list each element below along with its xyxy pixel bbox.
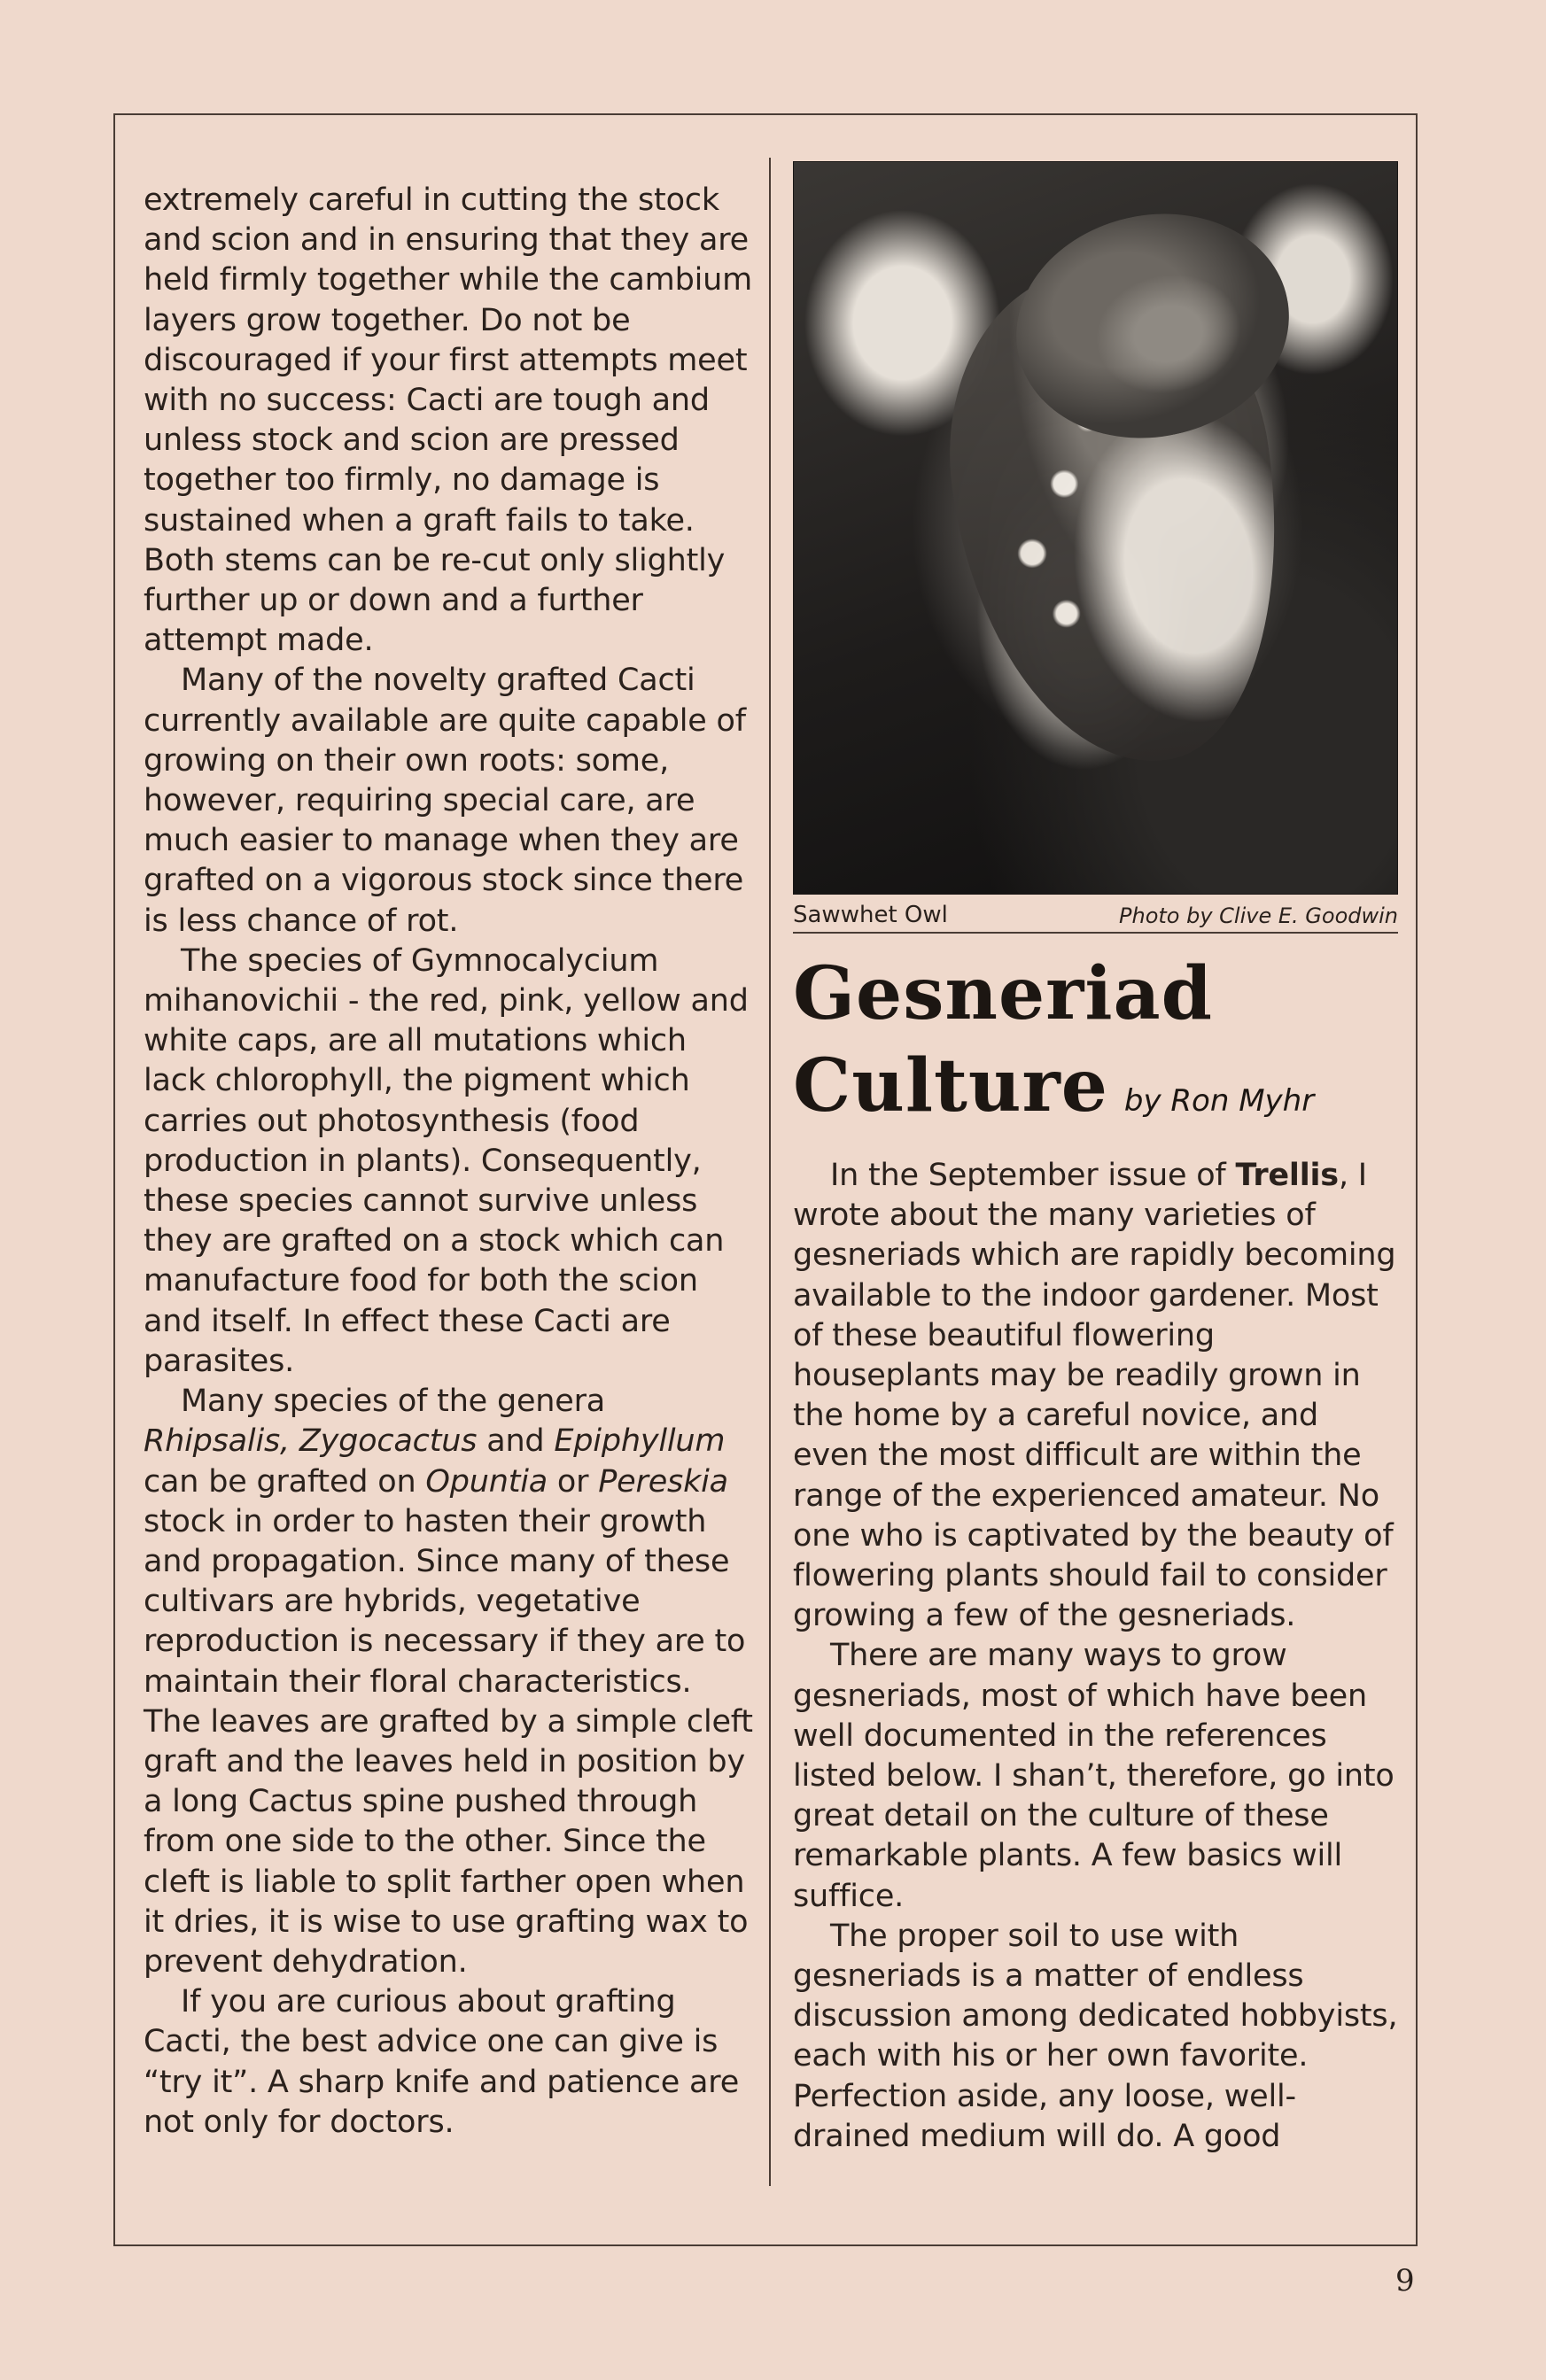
left-column	[144, 181, 755, 2143]
article-body	[793, 1156, 1400, 2157]
title-line-2-row	[793, 1040, 1400, 1147]
right-column	[793, 161, 1400, 2157]
caption-title: Sawwhet Owl	[793, 902, 948, 928]
title-line-1: Gesneriad	[793, 951, 1213, 1036]
left-paragraph-5: If you are curious about grafting Cacti, the best advice one can give is “try it”. A sharp knife and patience are not only for doctors.	[144, 1984, 740, 2140]
byline: by Ron Myhr	[1123, 1083, 1315, 1119]
title-line-2: Culture	[793, 1043, 1108, 1128]
article-paragraph-1: In the September issue of Trellis, I wrote about the many varieties of gesneriads which are rapidly becoming available to the indoor gardener. Most of these beautiful flowering houseplants may be readily grown in the home by a careful novice, and even the most difficult are within the range of the experienced amateur. No one who is captivated by the beauty of flowering plants should fail to consider growing a few of the gesneriads.	[793, 1158, 1396, 1634]
photo-credit: Photo by Clive E. Goodwin	[1119, 903, 1398, 928]
left-paragraph-4: Many species of the genera Rhipsalis, Zygocactus and Epiphyllum can be grafted on Opuntia or Pereskia stock in order to hasten their growth and propagation. Since many of these cultivars are hybrids, vegetative reproduction is necessary if they are to maintain their floral characteristics. The leaves are grafted by a simple cleft graft and the leaves held in position by a long Cactus spine pushed through from one side to the other. Since the cleft is liable to split farther open when it dries, it is wise to use grafting wax to prevent dehydration.	[144, 1384, 753, 1980]
article-paragraph-2: There are many ways to grow gesneriads, most of which have been well documented in the references listed below. I shan’t, therefore, go into great detail on the culture of these remarkable plants. A few basics will suffice.	[793, 1638, 1395, 1914]
owl-photo	[793, 161, 1398, 895]
left-paragraph-1: extremely careful in cutting the stock and scion and in ensuring that they are held firmly together while the cambium layers grow together. Do not be discouraged if your first attempts meet with no success: Cacti are tough and unless stock and scion are pressed together too firmly, no damage is sustained when a graft fails to take. Both stems can be re-cut only slightly further up or down and a further attempt made.	[144, 182, 752, 659]
magazine-name: Trellis	[1235, 1158, 1339, 1193]
photo-caption	[793, 895, 1398, 934]
column-divider	[769, 158, 771, 2186]
left-paragraph-3: The species of Gymnocalycium mihanovichii - the red, pink, yellow and white caps, are all mutations which lack chlorophyll, the pigment which carries out photosynthesis (food production in plants). Consequently, these species cannot survive unless they are grafted on a stock which can manufacture food for both the scion and itself. In effect these Cacti are parasites.	[144, 942, 749, 1379]
page-number: 9	[1395, 2263, 1415, 2299]
left-paragraph-2: Many of the novelty grafted Cacti currently available are quite capable of growing on their own roots: some, however, requiring special care, are much easier to manage when they are grafted on a vigorous stock since there is less chance of rot.	[144, 663, 746, 939]
article-title	[793, 948, 1400, 1147]
article-paragraph-3: The proper soil to use with gesneriads is a matter of endless discussion among dedicated hobbyists, each with his or her own favorite. Perfection aside, any loose, well-drained medium will do. A good	[793, 1918, 1398, 2154]
